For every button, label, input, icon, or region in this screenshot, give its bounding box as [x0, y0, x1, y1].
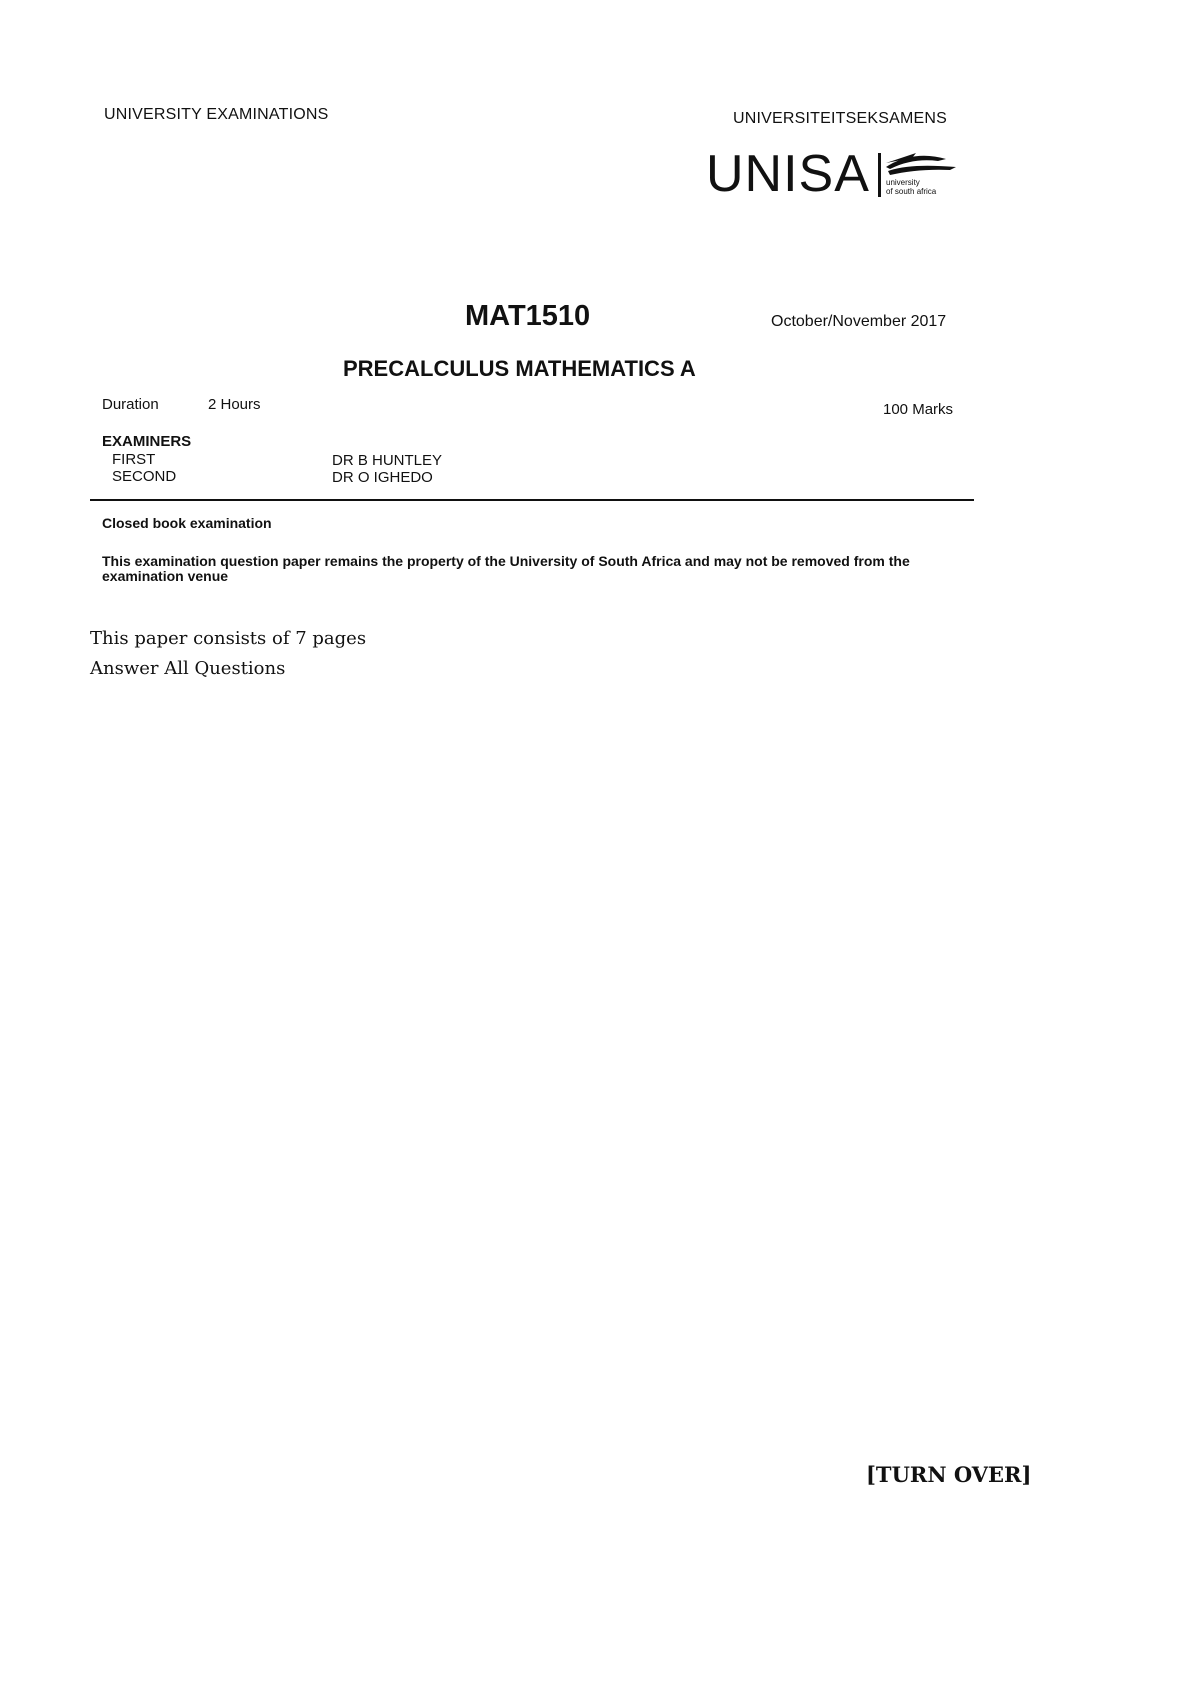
- header-university-examinations: UNIVERSITY EXAMINATIONS: [104, 106, 329, 123]
- duration-value: 2 Hours: [208, 396, 261, 413]
- logo-wordmark: UNISA: [706, 145, 870, 203]
- page-count-instruction: This paper consists of 7 pages: [90, 628, 367, 649]
- logo-emblem-icon: [876, 149, 966, 199]
- unisa-logo: [706, 145, 966, 203]
- examiner-first-role: FIRST: [112, 451, 156, 468]
- exam-date: October/November 2017: [771, 313, 947, 330]
- duration-label: Duration: [102, 396, 159, 413]
- examiners-heading: EXAMINERS: [102, 433, 192, 450]
- examiner-second-role: SECOND: [112, 468, 177, 485]
- logo-tagline-line2: of south africa: [885, 187, 937, 196]
- examiner-first-name: DR B HUNTLEY: [332, 452, 443, 469]
- examiner-second-name: DR O IGHEDO: [332, 469, 433, 486]
- turn-over-label: [TURN OVER]: [866, 1462, 1032, 1487]
- logo-tagline-line1: university: [885, 178, 920, 187]
- header-divider: [90, 499, 974, 501]
- property-notice: This examination question paper remains the property of the University of South Africa and may not be removed from the examination venue: [102, 553, 910, 584]
- course-code: MAT1510: [465, 300, 591, 332]
- answer-instruction: Answer All Questions: [90, 658, 286, 679]
- header-universiteitseksamens: UNIVERSITEITSEKSAMENS: [733, 110, 948, 127]
- course-title: PRECALCULUS MATHEMATICS A: [343, 356, 696, 381]
- total-marks: 100 Marks: [883, 401, 954, 418]
- closed-book-notice: Closed book examination: [102, 515, 272, 531]
